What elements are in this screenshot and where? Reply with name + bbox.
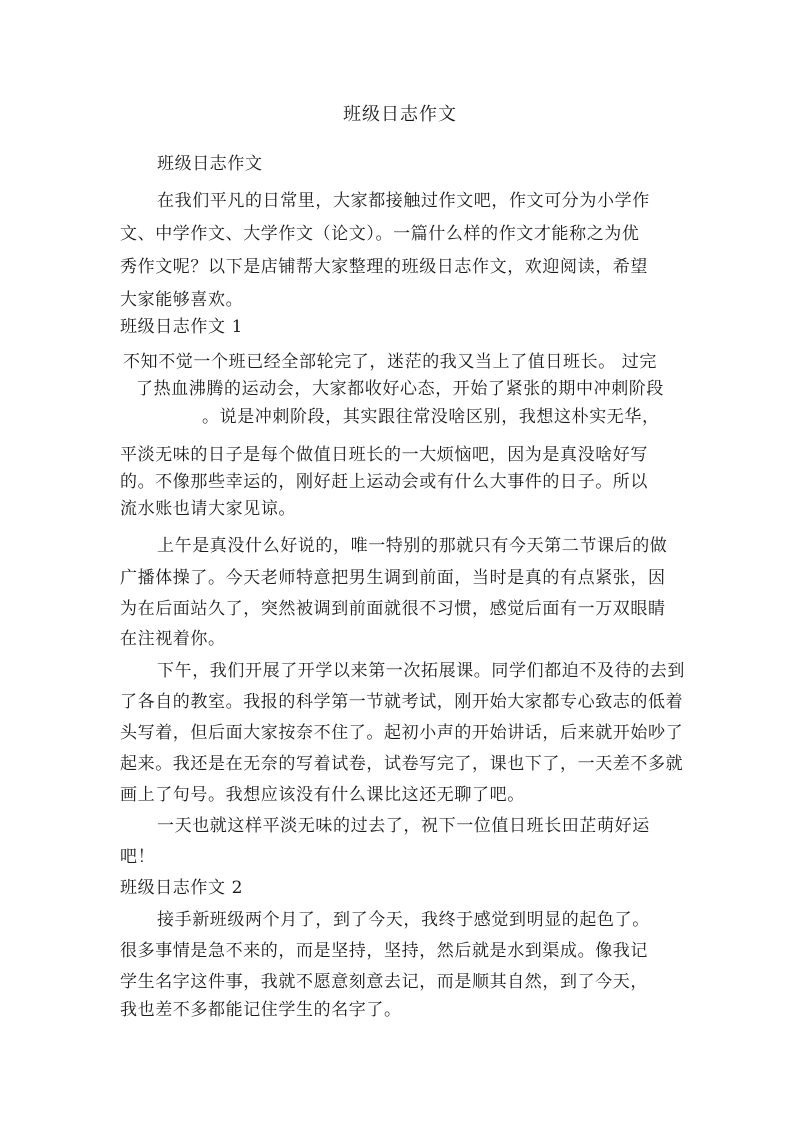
paragraph-line: 学生名字这件事，我就不愿意刻意去记，而是顺其自然，到了今天， [120, 972, 648, 992]
paragraph-line: 秀作文呢？以下是店铺帮大家整理的班级日志作文，欢迎阅读，希望 [120, 257, 648, 277]
paragraph-line: 下午，我们开展了开学以来第一次拓展课。同学们都迫不及待的去到 [157, 661, 685, 681]
section-heading-2: 班级日志作文 2 [120, 878, 244, 898]
paragraph-line: 平淡无味的日子是每个做值日班长的一大烦恼吧，因为是真没啥好写 [120, 445, 648, 465]
paragraph-line: 一天也就这样平淡无味的过去了，祝下一位值日班长田芷萌好运 [157, 816, 650, 836]
paragraph-line: 在我们平凡的日常里，大家都接触过作文吧，作文可分为小学作 [157, 191, 650, 211]
paragraph-line: 。说是冲刺阶段，其实跟往常没啥区别，我想这朴实无华， [202, 407, 660, 427]
paragraph-line: 头写着，但后面大家按奈不住了。起初小声的开始讲话，后来就开始吵了 [120, 723, 684, 743]
paragraph-line: 不知不觉一个班已经全部轮完了，迷茫的我又当上了值日班长。 过完 [123, 352, 658, 372]
paragraph-line: 我也差不多都能记住学生的名字了。 [120, 1000, 402, 1020]
subtitle-heading: 班级日志作文 [157, 154, 263, 174]
paragraph-line: 文、中学作文、大学作文（论文）。一篇什么样的作文才能称之为优 [120, 224, 640, 244]
paragraph-line: 了热血沸腾的运动会，大家都收好心态，开始了紧张的期中冲刺阶段 [136, 379, 664, 399]
paragraph-line: 吧！ [120, 847, 156, 867]
paragraph-line: 为在后面站久了，突然被调到前面就很不习惯，感觉后面有一万双眼睛 [120, 599, 666, 619]
paragraph-line: 上午是真没什么好说的，唯一特别的那就只有今天第二节课后的做 [157, 536, 668, 556]
paragraph-line: 起来。我还是在无奈的写着试卷，试卷写完了，课也下了，一天差不多就 [120, 754, 684, 774]
paragraph-line: 广播体操了。今天老师特意把男生调到前面，当时是真的有点紧张，因 [120, 568, 666, 588]
paragraph-line: 流水账也请大家见谅。 [120, 499, 296, 519]
paragraph-line: 很多事情是急不来的，而是坚持，坚持，然后就是水到渠成。像我记 [120, 941, 648, 961]
paragraph-line: 画上了句号。我想应该没有什么课比这还无聊了吧。 [120, 785, 525, 805]
section-heading-1: 班级日志作文 1 [120, 317, 244, 337]
paragraph-line: 接手新班级两个月了，到了今天，我终于感觉到明显的起色了。 [157, 910, 650, 930]
paragraph-line: 大家能够喜欢。 [120, 290, 244, 310]
paragraph-line: 在注视着你。 [120, 629, 226, 649]
paragraph-line: 了各自的教室。我报的科学第一节就考试，刚开始大家都专心致志的低着 [120, 692, 684, 712]
paragraph-line: 的。不像那些幸运的，刚好赶上运动会或有什么大事件的日子。所以 [120, 472, 648, 492]
document-title: 班级日志作文 [343, 104, 457, 125]
